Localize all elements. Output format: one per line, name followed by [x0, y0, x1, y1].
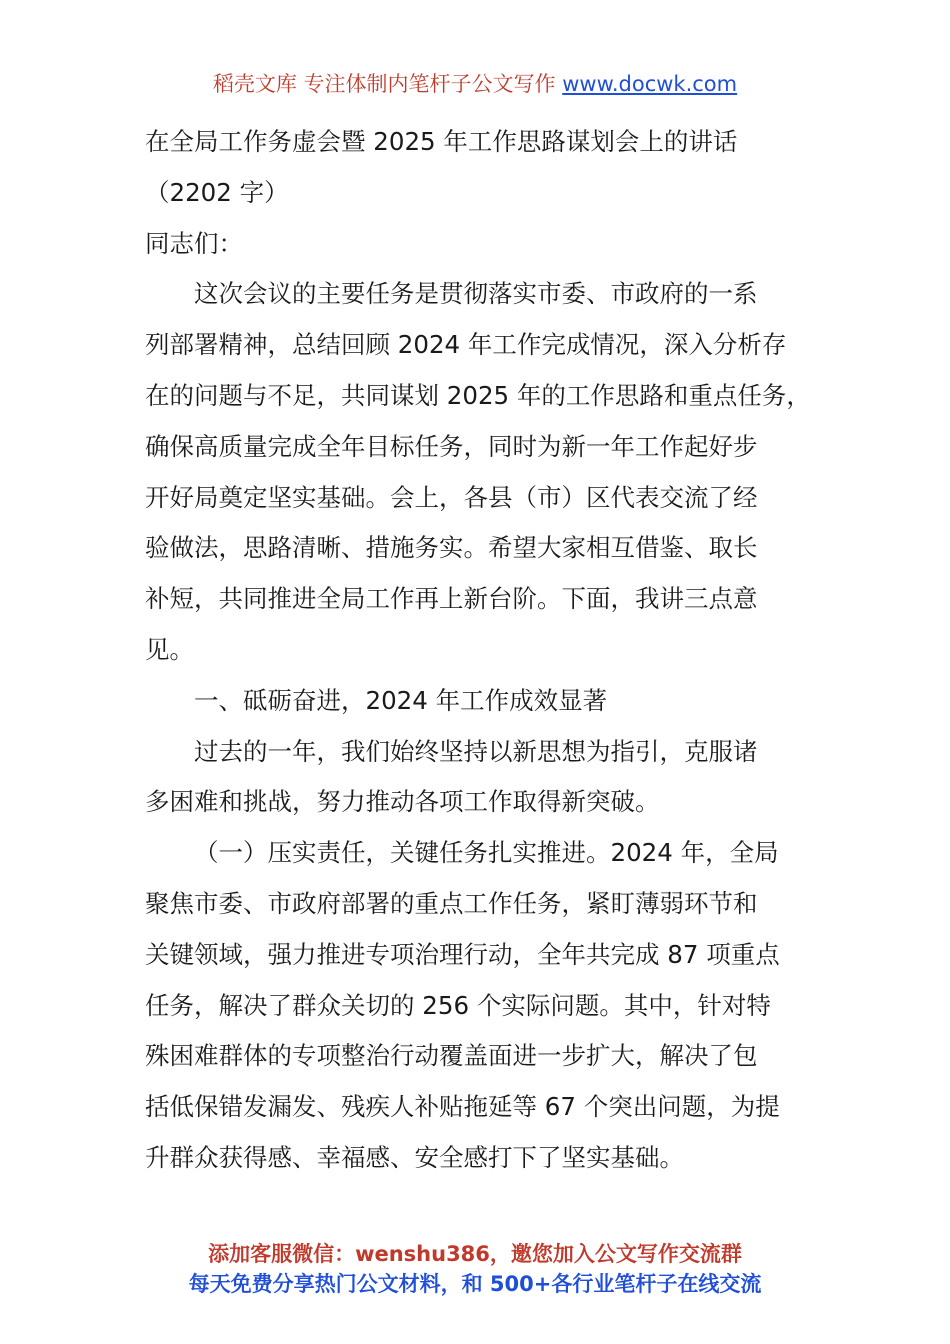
text-line: 升群众获得感、幸福感、安全感打下了坚实基础。	[145, 1142, 684, 1172]
document-body	[145, 117, 835, 1184]
text-line: 列部署精神，总结回顾 2024 年工作完成情况，深入分析存	[145, 330, 787, 360]
text-line: 见。	[145, 634, 194, 664]
footer-share-line: 每天免费分享热门公文材料，和 500+各行业笔杆子在线交流	[188, 1272, 762, 1296]
text-line: 确保高质量完成全年目标任务，同时为新一年工作起好步	[145, 431, 758, 461]
text-line: 在的问题与不足，共同谋划 2025 年的工作思路和重点任务，	[145, 380, 811, 410]
text-line: 补短，共同推进全局工作再上新台阶。下面，我讲三点意	[145, 584, 758, 614]
text-line: 殊困难群体的专项整治行动覆盖面进一步扩大，解决了包	[145, 1041, 758, 1071]
text-line: 多困难和挑战，努力推动各项工作取得新突破。	[145, 787, 660, 817]
footer-wechat-line	[0, 1239, 950, 1269]
document-title-line-2: （2202 字）	[145, 177, 289, 207]
wechat-id: wenshu386	[355, 1242, 490, 1266]
site-link[interactable]: www.docwk.com	[562, 72, 738, 96]
text-line: 过去的一年，我们始终坚持以新思想为指引，克服诸	[194, 736, 758, 766]
footer-wechat-suffix: ，邀您加入公文写作交流群	[489, 1242, 742, 1266]
text-line: 聚焦市委、市政府部署的重点工作任务，紧盯薄弱环节和	[145, 888, 758, 918]
text-line: 验做法，思路清晰、措施务实。希望大家相互借鉴、取长	[145, 533, 758, 563]
footer-wechat-prefix: 添加客服微信：	[208, 1242, 356, 1266]
salutation: 同志们：	[145, 228, 243, 258]
page-header	[0, 68, 950, 100]
page-footer	[0, 1239, 950, 1299]
text-line: 关键领域，强力推进专项治理行动，全年共完成 87 项重点	[145, 939, 780, 969]
text-line: 这次会议的主要任务是贯彻落实市委、市政府的一系	[194, 279, 758, 309]
section-heading: 一、砥砺奋进，2024 年工作成效显著	[194, 685, 608, 715]
text-line: 开好局奠定坚实基础。会上，各县（市）区代表交流了经	[145, 482, 758, 512]
text-line: 任务，解决了群众关切的 256 个实际问题。其中，针对特	[145, 990, 771, 1020]
document-title-line-1: 在全局工作务虚会暨 2025 年工作思路谋划会上的讲话	[145, 127, 738, 156]
header-brand-text: 稻壳文库 专注体制内笔杆子公文写作	[212, 72, 556, 96]
text-line: 括低保错发漏发、残疾人补贴拖延等 67 个突出问题，为提	[145, 1092, 780, 1122]
text-line: （一）压实责任，关键任务扎实推进。2024 年，全局	[194, 838, 779, 868]
